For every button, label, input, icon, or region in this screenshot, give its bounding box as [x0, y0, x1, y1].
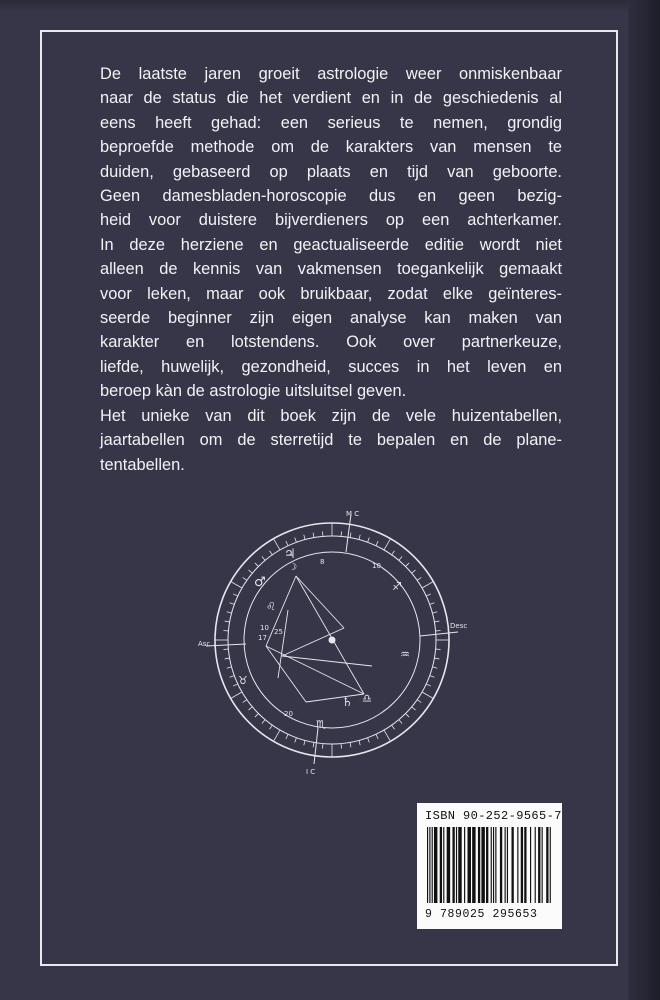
- degree-tick: [430, 676, 435, 678]
- degree-tick: [422, 582, 433, 589]
- degree-tick: [384, 730, 391, 741]
- blurb-line: beproefde methode om de karakters van mensen te: [100, 138, 562, 157]
- degree-tick: [432, 667, 437, 668]
- degree-label: 8: [320, 558, 325, 566]
- blurb-line: duiden, gebaseerd op plaats en tijd van geboorte.: [100, 162, 562, 181]
- desc-line: [420, 632, 458, 636]
- barcode-bar: [507, 827, 508, 903]
- degree-tick: [430, 603, 435, 605]
- blurb-line: heid voor duistere bijverdieners op een achterkamer.: [100, 211, 562, 230]
- degree-tick: [350, 533, 351, 538]
- barcode-bar: [478, 827, 480, 903]
- degree-tick: [392, 725, 395, 729]
- degree-tick: [274, 539, 281, 550]
- degree-tick: [295, 738, 297, 743]
- blurb-line: alleen de kennis van vakmensen toegankelijk gemaakt: [100, 260, 562, 279]
- degree-label: 25: [274, 628, 283, 636]
- degree-tick: [313, 533, 314, 538]
- degree-tick: [368, 538, 370, 543]
- degree-tick: [376, 541, 378, 546]
- blurb-line: naar de status die het verdient en in de geschiedenis al: [100, 89, 562, 108]
- taurus-glyph: ♉: [238, 674, 248, 687]
- degree-tick: [243, 700, 247, 703]
- degree-tick: [376, 734, 378, 739]
- aspect-line: [296, 576, 364, 694]
- blurb-line: voor leken, maar ook bruikbaar, zodat elke geïnteres-: [100, 284, 562, 303]
- degree-tick: [230, 676, 235, 678]
- sagittarius-glyph: ♐: [392, 580, 402, 593]
- barcode-bar: [468, 827, 471, 903]
- blurb-line: De laatste jaren groeit astrologie weer onmiskenbaar: [100, 65, 562, 83]
- degree-tick: [225, 621, 230, 622]
- barcode-bar: [535, 827, 536, 903]
- degree-label: 10: [372, 562, 381, 570]
- degree-tick: [230, 603, 235, 605]
- degree-tick: [426, 594, 431, 596]
- barcode-bar: [486, 827, 488, 903]
- degree-label: 20: [284, 710, 293, 718]
- degree-tick: [295, 538, 297, 543]
- spine-edge: [628, 0, 660, 1000]
- barcode-bar: [500, 827, 502, 903]
- blurb-line: In deze herziene en geactualiseerde editie wordt niet: [100, 235, 562, 254]
- blurb-line: karakter en lotstendens. Ook over partnerkeuze,: [100, 333, 562, 352]
- degree-tick: [412, 570, 416, 573]
- barcode-bar: [517, 827, 518, 903]
- barcode-bar: [429, 827, 430, 903]
- saturn-glyph: ♄: [342, 695, 353, 709]
- degree-tick: [399, 720, 402, 724]
- mc-label: M C: [346, 510, 360, 518]
- degree-label: 10: [260, 624, 269, 632]
- horoscope-svg: [196, 506, 472, 782]
- degree-tick: [313, 742, 314, 747]
- degree-label: 17: [258, 634, 267, 642]
- barcode-bar: [432, 827, 433, 903]
- degree-tick: [231, 692, 242, 699]
- degree-tick: [412, 707, 416, 710]
- degree-tick: [399, 557, 402, 561]
- barcode-bar: [440, 827, 442, 903]
- barcode-bar: [511, 827, 513, 903]
- ean-digits: 9 789025 295653: [425, 908, 538, 921]
- aspect-line: [266, 646, 364, 694]
- degree-tick: [262, 720, 265, 724]
- degree-tick: [269, 551, 272, 555]
- barcode-bar: [458, 827, 461, 903]
- blurb-line: seerde beginner zijn eigen analyse kan maken van: [100, 309, 562, 328]
- barcode: [425, 827, 554, 903]
- aspect-lines: [266, 576, 372, 702]
- degree-tick: [417, 700, 421, 703]
- blurb-line: jaartabellen om de sterretijd te bepalen en de plane-: [100, 431, 562, 450]
- ic-line: [314, 728, 318, 764]
- barcode-bar: [481, 827, 484, 903]
- degree-tick: [434, 658, 439, 659]
- barcode-bar: [427, 827, 428, 903]
- horoscope-chart: [196, 506, 472, 782]
- mc-line: [346, 514, 351, 552]
- degree-tick: [233, 594, 238, 596]
- isbn-barcode-label: [417, 803, 562, 929]
- barcode-bar: [443, 827, 444, 903]
- barcode-bar: [452, 827, 454, 903]
- barcode-bar: [505, 827, 506, 903]
- degree-tick: [417, 577, 421, 580]
- desc-label: Desc: [450, 622, 468, 630]
- asc-line: [206, 644, 246, 646]
- blurb-line: Het unieke van dit boek zijn de vele huizentabellen,: [100, 406, 562, 425]
- barcode-bar: [495, 827, 496, 903]
- barcode-bar: [434, 827, 437, 903]
- degree-tick: [225, 658, 230, 659]
- moon-glyph: ☽: [288, 562, 297, 573]
- degree-tick: [406, 714, 410, 718]
- degree-tick: [269, 725, 272, 729]
- barcode-bar: [530, 827, 531, 903]
- degree-tick: [262, 557, 265, 561]
- barcode-bar: [491, 827, 492, 903]
- degree-tick: [249, 707, 253, 710]
- leo-glyph: ♌: [266, 600, 276, 613]
- degree-tick: [286, 734, 288, 739]
- blurb-line: Geen damesbladen-horoscopie dus en geen bezig-: [100, 187, 562, 206]
- blurb-line: tentabellen.: [100, 455, 185, 474]
- degree-tick: [384, 539, 391, 550]
- aspect-line: [282, 656, 372, 666]
- barcode-bar: [472, 827, 475, 903]
- asc-label: Asc: [198, 640, 211, 648]
- degree-tick: [231, 582, 242, 589]
- ic-label: I C: [306, 768, 316, 776]
- degree-tick: [359, 740, 360, 745]
- degree-tick: [255, 563, 259, 567]
- blurb-line: beroep kàn de astrologie uitsluitsel geven.: [100, 382, 407, 401]
- barcode-bar: [542, 827, 543, 903]
- degree-tick: [359, 535, 360, 540]
- barcode-bar: [546, 827, 548, 903]
- degree-tick: [274, 730, 281, 741]
- isbn-number: ISBN 90-252-9565-7: [425, 809, 562, 823]
- top-edge: [0, 0, 660, 12]
- degree-tick: [243, 577, 247, 580]
- degree-tick: [227, 612, 232, 613]
- blurb-line: eens heeft gehad: een serieus te nemen, grondig: [100, 113, 562, 132]
- degree-tick: [255, 714, 259, 718]
- barcode-bar: [447, 827, 450, 903]
- degree-tick: [406, 563, 410, 567]
- barcode-bar: [464, 827, 465, 903]
- degree-tick: [422, 692, 433, 699]
- degree-tick: [286, 541, 288, 546]
- scorpio-glyph: ♏: [316, 718, 326, 731]
- aspect-line: [306, 694, 364, 702]
- aquarius-glyph: ♒: [400, 648, 410, 661]
- blurb-line: liefde, huwelijk, gezondheid, succes in het leven en: [100, 357, 562, 376]
- degree-tick: [304, 740, 305, 745]
- barcode-bar: [550, 827, 551, 903]
- degree-tick: [434, 621, 439, 622]
- mars-glyph: ♂: [254, 575, 266, 590]
- degree-tick: [304, 535, 305, 540]
- barcode-bar: [493, 827, 494, 903]
- libra-glyph: ♎: [362, 692, 372, 705]
- jupiter-glyph: ♃: [284, 547, 296, 562]
- degree-tick: [368, 738, 370, 743]
- degree-tick: [432, 612, 437, 613]
- barcode-bar: [521, 827, 523, 903]
- degree-tick: [350, 742, 351, 747]
- barcode-bar: [456, 827, 457, 903]
- barcode-bar: [538, 827, 540, 903]
- aspect-line: [296, 576, 344, 628]
- degree-tick: [227, 667, 232, 668]
- degree-tick: [392, 551, 395, 555]
- degree-tick: [426, 684, 431, 686]
- aspect-line: [278, 610, 288, 678]
- barcode-bar: [524, 827, 526, 903]
- degree-tick: [249, 570, 253, 573]
- blurb-text: [100, 62, 562, 477]
